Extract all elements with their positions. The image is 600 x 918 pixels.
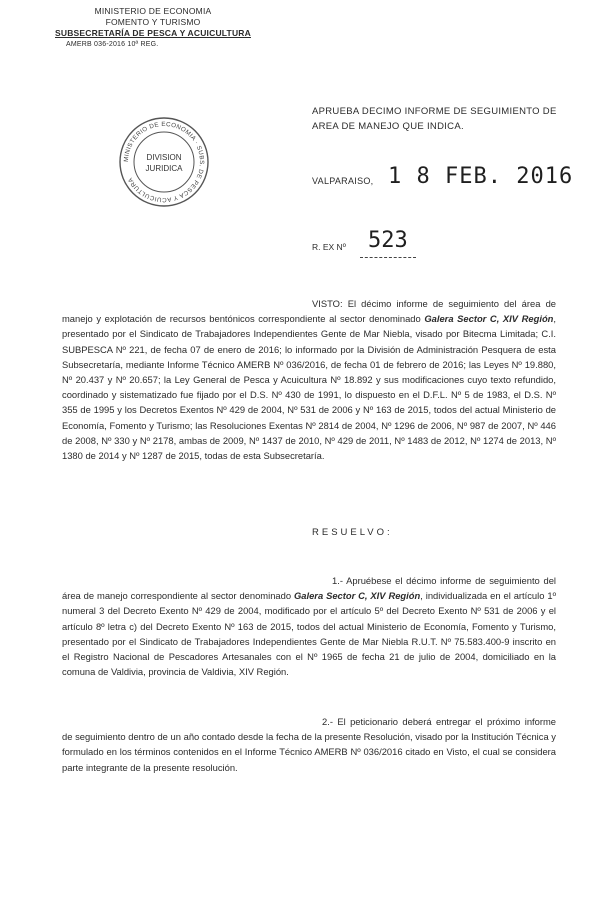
point-1-text-b: , individualizada en el artículo 1º numeral 3 del Decreto Exento Nº 429 de 2004, modificado por el artículo 5º del Decreto Exento Nº 531 de 2006 y el artículo 8º letra c) del Decreto Exento Nº 163 de 2015, todos del actual Ministerio de Economía, Fomento y Turismo, presentado por el Sindicato de Trabajadores Independientes Gente de Mar Niebla R.U.T. Nº 75.583.400-9 inscrito en el Registro Nacional de Pescadores Artesanales con el Nº 1965 de fecha 21 de julio de 2004, domiciliado en la comuna de Valdivia, provincia de Valdivia, XIV Región. <box>62 590 556 678</box>
rex-number: 523 <box>368 228 408 253</box>
header-department: FOMENTO Y TURISMO <box>105 17 201 27</box>
place-label: VALPARAISO, <box>312 176 374 186</box>
division-juridica-stamp <box>118 116 210 208</box>
stamp-line1: DIVISION <box>146 153 182 162</box>
point-1-text-a: 1.- Apruébese el décimo informe de seguimiento del área de manejo correspondiente al sector denominado <box>62 575 556 602</box>
visto-sector: Galera Sector C, XIV Región <box>424 313 554 325</box>
visto-text-a: El décimo informe de seguimiento del área de manejo y explotación de recursos bentónicos correspondiente al sector denominado <box>62 298 556 325</box>
point-2-paragraph: 2.- El peticionario deberá entregar el próximo informe de seguimiento dentro de un año contado desde la fecha de la presente Resolución, visado por la Institución Técnica y formulado en los términos contenidos en el Informe Técnico AMERB Nº 036/2016 citado en Visto, el cual se considera parte integrante de la presente resolución. <box>62 716 556 773</box>
rex-underline <box>360 257 416 258</box>
stamp-ring-text: MINISTERIO DE ECONOMIA · SUBS. DE PESCA Y ACUICULTURA <box>122 120 206 204</box>
header-ministry: MINISTERIO DE ECONOMIA <box>94 6 212 16</box>
visto-lead: VISTO: <box>312 298 343 309</box>
approval-heading: APRUEBA DECIMO INFORME DE SEGUIMIENTO DE AREA DE MANEJO QUE INDICA. <box>312 106 557 132</box>
stamp-line2: JURIDICA <box>145 164 183 173</box>
ministry-header <box>48 6 258 50</box>
rex-label: R. EX Nº <box>312 242 346 252</box>
point-1-sector: Galera Sector C, XIV Región <box>293 590 421 602</box>
visto-text-b: , presentado por el Sindicato de Trabajadores Independientes Gente de Mar Niebla, visado por Bitecma Limitada; C.I. SUBPESCA Nº 221, de fecha 07 de enero de 2016; lo informado por la División de Administración Pesquera de esta Subsecretaría, mediante Informe Técnico AMERB Nº 036/2016, de fecha 01 de febrero de 2016; las Leyes Nº 19.880, Nº 20.437 y Nº 20.657; la Ley General de Pesca y Acuicultura Nº 18.892 y sus modificaciones cuyo texto refundido, coordinado y sistematizado fue fijado por el D.S. Nº 430 de 1991, lo dispuesto en el D.F.L. Nº 5 de 1983, el D.S. Nº 355 de 1995 y los Decretos Exentos Nº 429 de 2004, Nº 531 de 2006 y Nº 163 de 2015, todos del actual Ministerio de Economía, Fomento y Turismo; las Resoluciones Exentas Nº 2814 de 2004, Nº 1296 de 2006, Nº 987 de 2007, Nº 446 de 2008, Nº 330 y Nº 2178, ambas de 2009, Nº 1437 de 2010, Nº 429 de 2011, Nº 1483 de 2012, Nº 1274 de 2013, Nº 1380 de 2014 y Nº 1287 de 2015, todas de esta Subsecretaría. <box>62 313 557 462</box>
header-reference: AMERB 036-2016 10ª REG. <box>66 41 159 48</box>
visto-paragraph <box>62 296 556 463</box>
header-subsecretaria: SUBSECRETARÍA DE PESCA Y ACUICULTURA <box>55 28 251 38</box>
date-stamp: 1 8 FEB. 2016 <box>388 164 574 189</box>
resuelvo-heading: RESUELVO: <box>312 527 393 538</box>
point-1-paragraph <box>62 573 556 679</box>
